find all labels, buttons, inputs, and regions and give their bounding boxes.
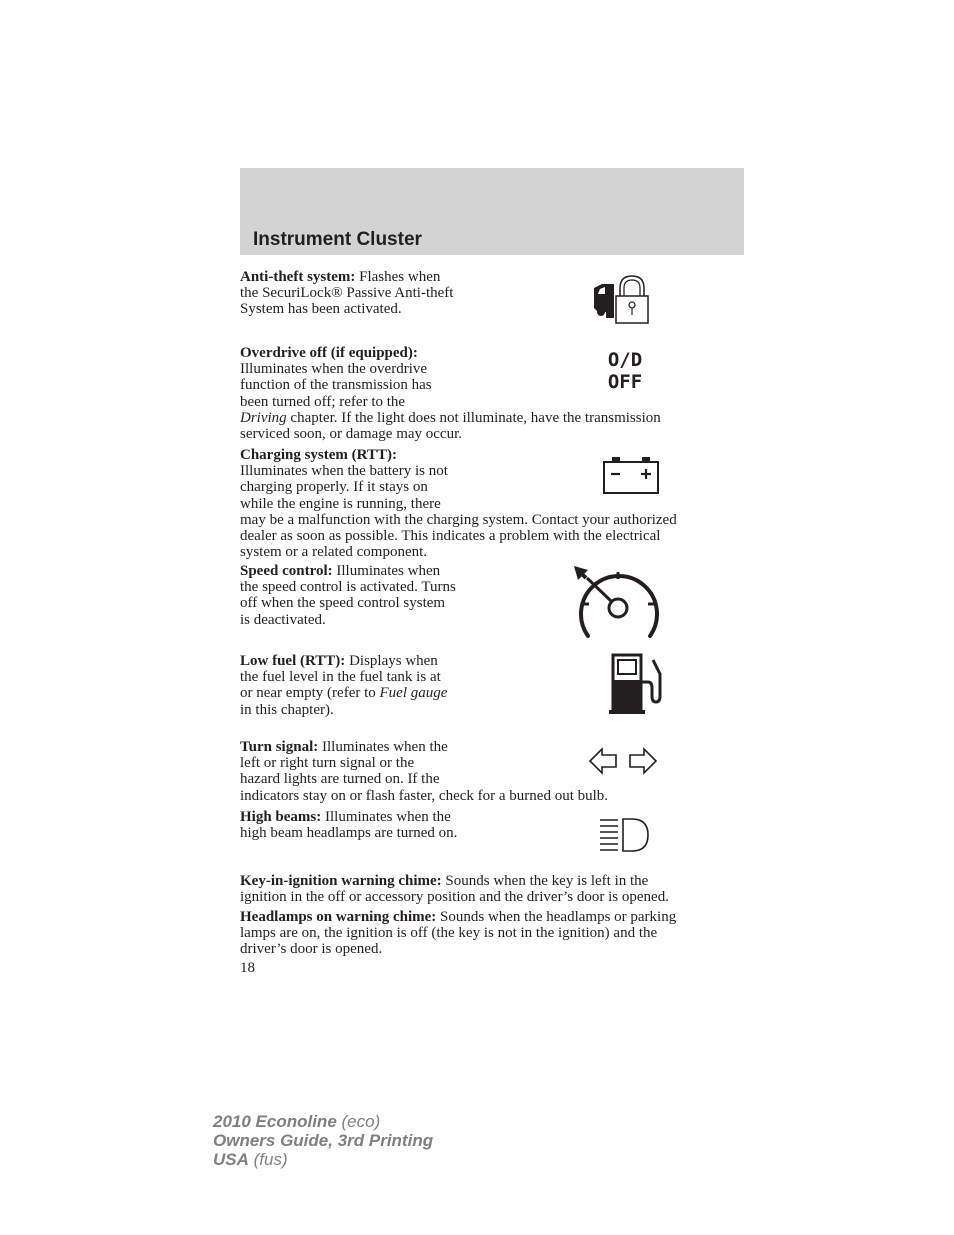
anti-theft-text: Flashes when	[355, 269, 441, 285]
footer-model: 2010 Econoline	[213, 1112, 337, 1131]
driving-chapter-ref: Driving	[240, 409, 287, 426]
speedometer-icon	[572, 564, 662, 642]
high-beams-paragraph	[240, 809, 457, 841]
overdrive-text: chapter. If the light does not illuminate, have the transmission	[286, 409, 661, 426]
low-fuel-label: Low fuel (RTT):	[240, 653, 346, 669]
fuel-pump-icon	[608, 652, 664, 716]
page-number: 18	[240, 960, 255, 976]
charging-label: Charging system (RTT):	[240, 447, 397, 463]
key-chime-label: Key-in-ignition warning chime:	[240, 873, 442, 889]
high-beam-icon	[598, 816, 652, 854]
turn-signal-text: Illuminates when the	[318, 739, 448, 755]
headlamp-chime-label: Headlamps on warning chime:	[240, 909, 437, 925]
turn-arrows-icon	[588, 746, 658, 776]
high-beams-text: high beam headlamps are turned on.	[240, 825, 458, 842]
footer-code: (fus)	[248, 1150, 288, 1169]
footer-region: USA	[213, 1150, 249, 1169]
overdrive-label: Overdrive off (if equipped):	[240, 345, 418, 361]
charging-text: Illuminates when the battery is not	[240, 463, 448, 480]
charging-text: charging properly. If it stays on	[240, 479, 428, 496]
overdrive-text: function of the transmission has	[240, 377, 432, 394]
turn-signal-label: Turn signal:	[240, 739, 319, 755]
speed-control-text: off when the speed control system	[240, 595, 446, 612]
overdrive-text: Illuminates when the overdrive	[240, 361, 428, 378]
footer-edition: Owners Guide, 3rd Printing	[213, 1131, 434, 1150]
low-fuel-text: in this chapter).	[240, 701, 334, 718]
speed-control-text: is deactivated.	[240, 611, 326, 628]
od-off-icon	[600, 349, 650, 393]
speed-control-paragraph	[240, 563, 456, 628]
fuel-gauge-ref: Fuel gauge	[379, 685, 448, 702]
low-fuel-text: the fuel level in the fuel tank is at	[240, 669, 441, 686]
overdrive-text: serviced soon, or damage may occur.	[240, 426, 463, 443]
overdrive-paragraph	[240, 345, 661, 442]
turn-signal-text: indicators stay on or flash faster, check for a burned out bulb.	[240, 787, 609, 804]
headlamp-chime-paragraph	[240, 909, 676, 958]
high-beams-label: High beams:	[240, 809, 322, 825]
turn-signal-text: hazard lights are turned on. If the	[240, 771, 440, 788]
headlamp-chime-text: lamps are on, the ignition is off (the key is not in the ignition) and the	[240, 925, 658, 942]
headlamp-chime-text: driver’s door is opened.	[240, 941, 383, 958]
od-off-icon-line: OFF	[607, 371, 643, 393]
key-chime-paragraph	[240, 873, 669, 905]
speed-control-label: Speed control:	[240, 563, 333, 579]
turn-signal-text: left or right turn signal or the	[240, 755, 415, 772]
key-chime-text: ignition in the off or accessory position and the driver’s door is opened.	[240, 889, 669, 906]
anti-theft-text: System has been activated.	[240, 301, 402, 318]
key-chime-text: Sounds when the key is left in the	[441, 873, 649, 889]
anti-theft-text: the SecuriLock® Passive Anti-theft	[240, 285, 454, 302]
overdrive-text: been turned off; refer to the	[240, 393, 406, 410]
high-beams-text: Illuminates when the	[321, 809, 451, 825]
footer-code: (eco)	[336, 1112, 381, 1131]
document-footer	[213, 1112, 433, 1169]
low-fuel-paragraph	[240, 653, 447, 718]
od-off-icon-line: O/D	[607, 349, 643, 371]
charging-text: may be a malfunction with the charging system. Contact your authorized	[240, 511, 677, 528]
anti-theft-paragraph	[240, 269, 453, 318]
battery-icon	[602, 456, 660, 496]
charging-text: dealer as soon as possible. This indicates a problem with the electrical	[240, 528, 661, 545]
headlamp-chime-text: Sounds when the headlamps or parking	[436, 909, 677, 925]
charging-text: system or a related component.	[240, 544, 428, 561]
low-fuel-text: Displays when	[345, 653, 438, 669]
charging-text: while the engine is running, there	[240, 495, 441, 512]
section-title: Instrument Cluster	[253, 229, 422, 250]
speed-control-text: the speed control is activated. Turns	[240, 579, 456, 596]
low-fuel-text: or near empty (refer to	[240, 685, 380, 702]
anti-theft-label: Anti-theft system:	[240, 269, 356, 285]
speed-control-text: Illuminates when	[332, 563, 441, 579]
turn-signal-paragraph	[240, 739, 608, 804]
car-lock-icon	[590, 274, 652, 326]
